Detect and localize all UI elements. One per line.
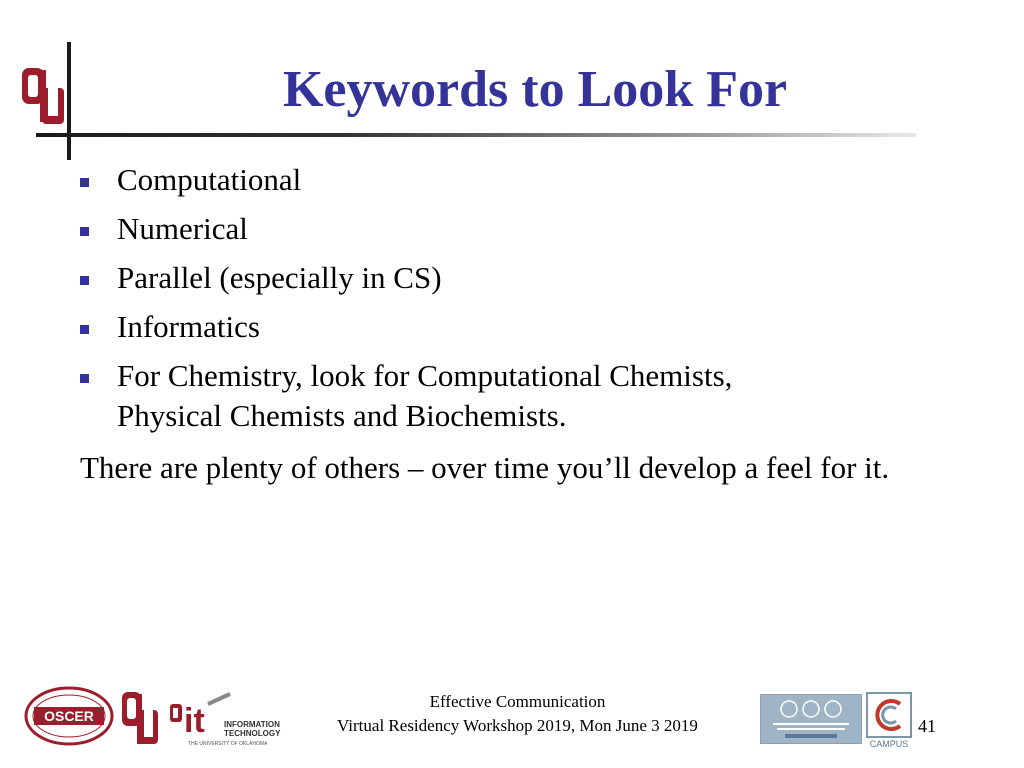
bullet-item: Parallel (especially in CS): [80, 258, 732, 298]
it-logo-text-3: THE UNIVERSITY OF OKLAHOMA: [188, 741, 268, 747]
bullet-list: [80, 160, 732, 445]
svg-text:it: it: [184, 702, 205, 740]
page-number: 41: [918, 716, 936, 736]
it-logo: [168, 690, 288, 748]
bullet-square-icon: [80, 227, 89, 236]
aci-ref-graphic-icon: [761, 695, 861, 743]
it-logo-text-1: INFORMATION: [224, 720, 280, 729]
bullet-square-icon: [80, 178, 89, 187]
closing-statement: There are plenty of others – over time you’ll develop a feel for it.: [80, 450, 890, 485]
bullet-item: Numerical: [80, 209, 732, 249]
header-horizontal-rule: [36, 133, 916, 137]
bullet-item: For Chemistry, look for Computational Chemists, Physical Chemists and Biochemists.: [80, 356, 732, 436]
slide-title: Keywords to Look For: [282, 61, 788, 118]
bullet-square-icon: [80, 276, 89, 285]
aci-ref-logo: [760, 694, 862, 744]
it-logo-text-2: TECHNOLOGY: [224, 729, 281, 738]
oscer-logo-text: OSCER: [44, 708, 94, 724]
campus-logo-text: CAMPUS: [869, 739, 909, 749]
header-vertical-rule: [67, 42, 71, 160]
campus-champions-logo: [866, 692, 912, 754]
footer-caption: [290, 690, 745, 738]
bullet-item: Informatics: [80, 307, 732, 347]
bullet-square-icon: [80, 374, 89, 383]
footer-line-1: Effective Communication: [429, 692, 606, 711]
footer-line-2: Virtual Residency Workshop 2019, Mon June 3 2019: [337, 716, 698, 735]
bullet-item: Computational: [80, 160, 732, 200]
ou-logo: [20, 66, 66, 128]
oscer-logo: [24, 686, 114, 746]
ou-footer-logo: [120, 690, 160, 748]
bullet-square-icon: [80, 325, 89, 334]
